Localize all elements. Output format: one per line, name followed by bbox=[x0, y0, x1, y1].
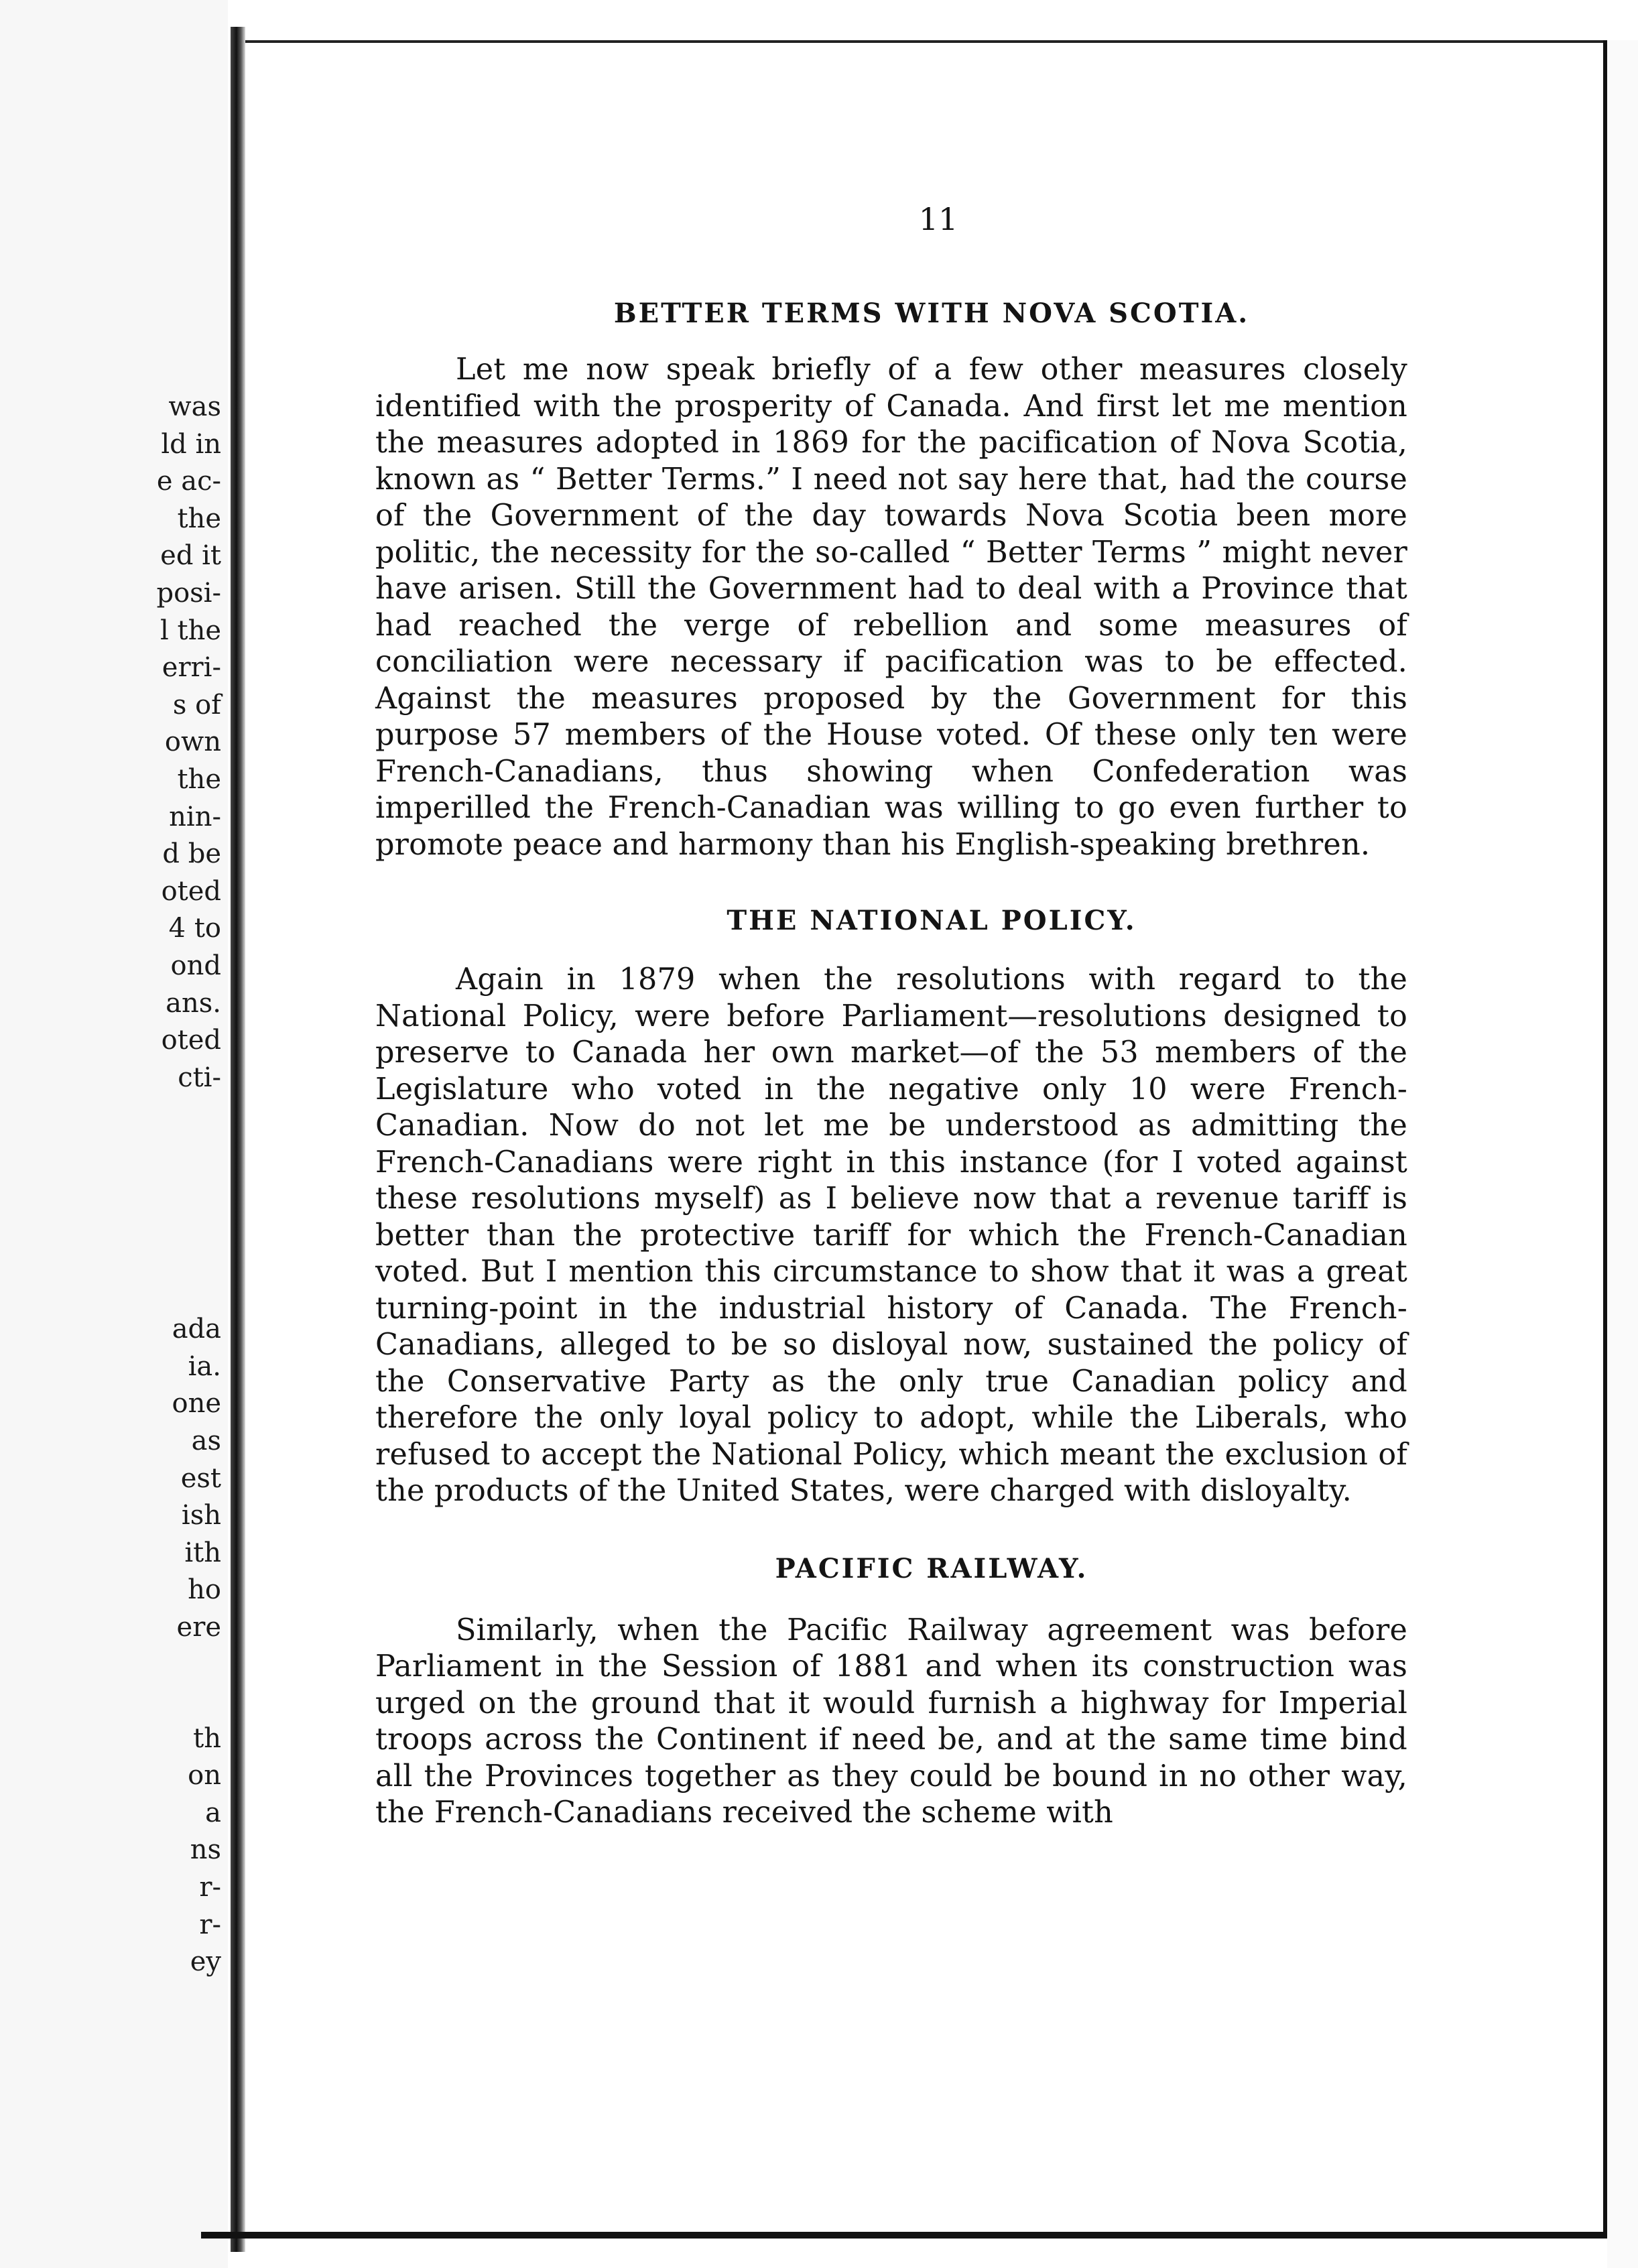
document-page bbox=[375, 201, 1407, 1832]
facing-line: ith bbox=[184, 1537, 221, 1568]
facing-line: the bbox=[177, 503, 221, 534]
facing-line: ey bbox=[190, 1946, 221, 1978]
facing-line: ia. bbox=[188, 1350, 221, 1382]
section-paragraph-better-terms: Let me now speak briefly of a few other measures closely identified with the prosperity of Canada. And first let me mention the measures adopted in 1869 for the pacification of Nova Scotia, known as “ Better Terms.” I need not say here that, had the course of the Government of the day towards Nova Scotia been more politic, the necessity for the so-called “ Better Terms ” might never have arisen. Still the Government had to deal with a Province that had reached the verge of rebellion and some measures of conciliation were necessary if pacification was to be effected. Against the measures proposed by the Government for this purpose 57 members of the House voted. Of these only ten were French-Canadians, thus showing when Confederation was imperilled the French-Canadian was willing to go even further to promote peace and harmony than his English-speaking brethren. bbox=[375, 353, 1407, 862]
facing-line: ans. bbox=[166, 987, 221, 1019]
facing-page-text bbox=[0, 389, 221, 1981]
section-heading-better-terms: BETTER TERMS WITH NOVA SCOTIA. bbox=[613, 298, 1250, 329]
section-heading-national-policy: THE NATIONAL POLICY. bbox=[727, 905, 1137, 936]
section-paragraph-pacific-railway: Similarly, when the Pacific Railway agreement was before Parliament in the Session of 1881 and when its construction was urged on the ground that it would furnish a highway for Imperial troops across the Continent if need be, and at the same time bind all the Provinces together as they could be bound in no other way, the French-Canadians received the scheme with bbox=[375, 1613, 1407, 1830]
facing-line: as bbox=[191, 1426, 221, 1457]
facing-line: the bbox=[177, 763, 221, 795]
facing-line: cti- bbox=[178, 1062, 221, 1093]
facing-line: 4 to bbox=[168, 913, 221, 944]
facing-line: th bbox=[193, 1722, 221, 1754]
facing-line: nin- bbox=[169, 801, 221, 832]
section-heading-pacific-railway: PACIFIC RAILWAY. bbox=[775, 1552, 1088, 1584]
page-margin-right bbox=[1607, 40, 1638, 2268]
facing-line: oted bbox=[161, 1025, 221, 1056]
facing-line: posi- bbox=[156, 577, 221, 609]
facing-line: ish bbox=[181, 1500, 221, 1531]
facing-line: one bbox=[172, 1388, 221, 1420]
facing-line: was bbox=[168, 391, 221, 422]
facing-line: ns bbox=[190, 1834, 221, 1866]
facing-line: ld in bbox=[161, 428, 221, 460]
page-number: 11 bbox=[918, 201, 958, 237]
facing-line: e ac- bbox=[156, 466, 221, 497]
facing-line: erri- bbox=[162, 652, 221, 684]
section-paragraph-national-policy: Again in 1879 when the resolutions with regard to the National Policy, were before Parliament—resolutions designed to preserve to Canada her own market—of the 53 members of the Legislature who voted in the negative only 10 were French-Canadian. Now do not let me be understood as admitting the French-Canadians were right in this instance (for I voted against these resolutions myself) as I believe now that a revenue tariff is better than the protective tariff for which the French-Canadian voted. But I mention this circumstance to show that it was a great turning-point in the industrial history of Canada. The French-Canadians, alleged to be so disloyal now, sustained the policy of the Conservative Party as the only true Canadian policy and therefore the only loyal policy to adopt, while the Liberals, who refused to accept the National Policy, which meant the exclusion of the products of the United States, were charged with disloyalty. bbox=[375, 962, 1407, 1508]
facing-line: ada bbox=[172, 1314, 221, 1345]
facing-line: oted bbox=[161, 875, 221, 907]
book-gutter bbox=[231, 27, 245, 2252]
facing-line: ere bbox=[176, 1612, 221, 1643]
facing-line: a bbox=[205, 1797, 221, 1828]
facing-line: ond bbox=[170, 950, 221, 981]
facing-line: l the bbox=[160, 615, 221, 646]
facing-line: own bbox=[164, 727, 221, 758]
facing-line: r- bbox=[199, 1909, 221, 1940]
page-edge-bottom bbox=[201, 2232, 1607, 2239]
page-edge-top bbox=[245, 40, 1606, 43]
facing-page-fragment bbox=[0, 0, 228, 2268]
facing-line: s of bbox=[172, 689, 221, 720]
facing-line: ho bbox=[188, 1574, 221, 1606]
facing-line: d be bbox=[162, 838, 221, 870]
facing-line: on bbox=[188, 1760, 221, 1791]
facing-line: est bbox=[180, 1462, 221, 1494]
facing-line: ed it bbox=[160, 540, 221, 572]
facing-line: r- bbox=[199, 1872, 221, 1903]
